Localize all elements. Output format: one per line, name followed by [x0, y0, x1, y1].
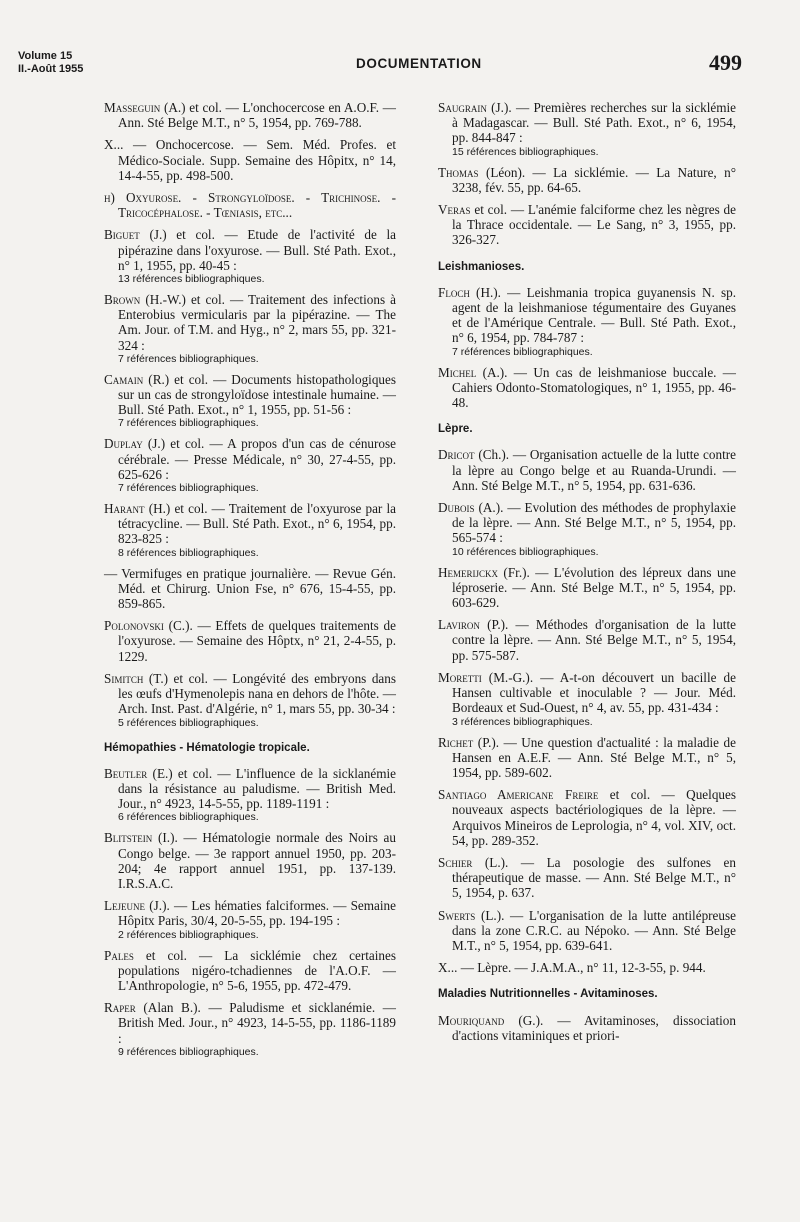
entry-author: Moretti: [438, 669, 482, 685]
entry-text: [104, 618, 396, 664]
entry-text: [438, 202, 736, 248]
entry-text: [104, 830, 396, 891]
bibliography-entry: [438, 202, 736, 248]
volume-number: Volume 15: [18, 50, 73, 62]
entry-references-count: 5 références bibliographiques.: [118, 716, 259, 729]
entry-text: [438, 960, 736, 975]
entry-text: [104, 948, 396, 994]
entry-references-count: 15 références bibliographiques.: [452, 145, 599, 158]
entry-text: [438, 500, 736, 546]
entry-citation: (E.) et col. — L'influence de la sicklanémie dans la résistance au paludisme. — British Med. Jour., n° 4923, 14-5-55, pp. 1189-1191 :: [118, 765, 396, 812]
entry-text: [104, 292, 396, 353]
bibliography-entry: [438, 285, 736, 358]
bibliography-entry: [104, 292, 396, 365]
entry-references-count: 9 références bibliographiques.: [118, 1045, 259, 1058]
entry-author: Raper: [104, 1000, 136, 1016]
bibliography-entry: [104, 766, 396, 824]
issue-date: II.-Août 1955: [18, 63, 84, 75]
entry-author: Hemerijckx: [438, 564, 499, 580]
bibliography-entry: [104, 898, 396, 940]
entry-text: [438, 908, 736, 954]
entry-citation: (P.). — Méthodes d'organisation de la lutte contre la lèpre. — Ann. Sté Belge M.T., n° 5, 1954, pp. 575-587.: [452, 617, 736, 663]
entry-citation: (I.). — Hématologie normale des Noirs au Congo belge. — 3e rapport annuel 1950, pp. 203-204; 4e rapport annuel 1951, pp. 137-139. I.R.S.A.C.: [118, 830, 396, 891]
right-column: [438, 100, 736, 1050]
bibliography-entry: [104, 618, 396, 664]
entry-text: [438, 165, 736, 195]
entry-author: Saugrain: [438, 100, 487, 115]
entry-references-count: 8 références bibliographiques.: [118, 546, 259, 559]
entry-text: [104, 898, 396, 928]
section-heading-lepre: Lèpre.: [438, 423, 473, 436]
entry-author: Harant: [104, 501, 145, 517]
entry-text: [104, 227, 396, 273]
entry-citation: X... — Onchocercose. — Sem. Méd. Profes. et Médico-Sociale. Supp. Semaine des Hôpitx, n° 14, 14-4-55, pp. 498-500.: [104, 137, 396, 183]
bibliography-entry: [104, 137, 396, 183]
entry-citation: et col. — L'anémie falciforme chez les nègres de la Thrace occidentale. — Le Sang, n° 3, 1955, pp. 326-327.: [452, 202, 736, 248]
entry-author: Camain: [104, 371, 144, 387]
bibliography-entry: [104, 830, 396, 891]
entry-author: Richet: [438, 734, 474, 750]
entry-citation: (T.) et col. — Longévité des embryons dans les œufs d'Hymenolepis nana en dehors de l'hôte. — Arch. Inst. Past. d'Algérie, n° 1, mars 55, pp. 30-34 :: [118, 670, 396, 717]
section-title: DOCUMENTATION: [356, 56, 482, 71]
entry-text: [104, 566, 396, 612]
bibliography-entry: [438, 670, 736, 728]
entry-citation: (J.) et col. — Etude de l'activité de la pipérazine dans l'oxyurose. — Bull. Sté Path. Exot., n° 1, 1955, pp. 40-45 :: [118, 227, 396, 273]
entry-author: Blitstein: [104, 830, 153, 846]
entry-references-count: 7 références bibliographiques.: [118, 482, 259, 495]
bibliography-entry: [104, 501, 396, 559]
entry-citation: (A.) et col. — L'onchocercose en A.O.F. — Ann. Sté Belge M.T., n° 5, 1954, pp. 769-788.: [118, 100, 396, 131]
entry-citation: (C.). — Effets de quelques traitements de l'oxyurose. — Semaine des Hôptx, n° 21, 2-4-55, p. 1229.: [118, 618, 396, 664]
entry-text: [438, 787, 736, 848]
entry-author: Laviron: [438, 617, 480, 633]
entry-citation: (Léon). — La sicklémie. — La Nature, n° 3238, fév. 55, pp. 64-65.: [452, 164, 736, 195]
entry-author: Floch: [438, 284, 470, 300]
entry-citation: (Alan B.). — Paludisme et sicklanémie. — British Med. Jour., n° 4923, 14-5-55, pp. 1186-1189 :: [118, 1000, 396, 1046]
entry-citation: (J.) et col. — A propos d'un cas de cénurose cérébrale. — Presse Médicale, n° 30, 27-4-55, pp. 625-626 :: [118, 436, 396, 482]
entry-author: Beutler: [104, 765, 148, 781]
entry-citation: et col. — La sicklémie chez certaines populations nigéro-tchadiennes de l'A.O.F. — L'Anthropologie, n° 5-6, 1955, pp. 472-479.: [118, 947, 396, 993]
bibliography-entry: [104, 671, 396, 729]
entry-citation: (H.) et col. — Traitement de l'oxyurose par la tétracycline. — Bull. Sté Path. Exot., n° 6, 1954, pp. 823-825 :: [118, 501, 396, 547]
entry-citation: — Vermifuges en pratique journalière. — Revue Gén. Méd. et Chirurg. Union Fse, n° 676, 15-4-55, pp. 859-865.: [104, 565, 396, 612]
entry-author: Swerts: [438, 907, 476, 923]
volume-info: [18, 50, 83, 76]
entry-text: [438, 447, 736, 493]
entry-text: [104, 137, 396, 183]
entry-text: [438, 617, 736, 663]
entry-references-count: 7 références bibliographiques.: [452, 345, 593, 358]
bibliography-entry: [438, 617, 736, 663]
bibliography-entry: [438, 165, 736, 195]
bibliography-entry: [104, 1000, 396, 1058]
section-heading-nutrition: Maladies Nutritionnelles - Avitaminoses.: [438, 988, 658, 1001]
entry-citation: (Fr.). — L'évolution des lépreux dans une léproserie. — Ann. Sté Belge M.T., n° 5, 1954, pp. 603-629.: [452, 564, 736, 611]
entry-text: [104, 501, 396, 547]
bibliography-entry: [104, 948, 396, 994]
entry-citation: (J.). — Les hématies falciformes. — Semaine Hôpitx Paris, 30/4, 20-5-55, pp. 194-195 :: [118, 898, 396, 929]
entry-references-count: 7 références bibliographiques.: [118, 417, 259, 430]
entry-author: Schier: [438, 854, 473, 870]
entry-text: [438, 1013, 736, 1043]
entry-author: h) Oxyurose. - Strongyloïdose. - Trichinose. - Tricocéphalose. - Tœniasis, etc...: [104, 190, 396, 221]
entry-citation: et col. — Quelques nouveaux aspects bactériologiques de la lèpre. — Arquivos Mineiros de Leprologia, n° 4, vol. XIV, oct. 54, pp. 289-352.: [452, 787, 736, 848]
bibliography-entry: [438, 960, 736, 975]
entry-citation: (A.). — Un cas de leishmaniose buccale. — Cahiers Odonto-Stomatologiques, n° 1, 1955, pp. 46-48.: [452, 364, 736, 411]
entry-citation: (H.-W.) et col. — Traitement des infections à Enterobius vermicularis par la pipérazine. — The Am. Jour. of T.M. and Hyg., n° 2, mars 55, pp. 321-324 :: [118, 292, 396, 353]
entry-text: [104, 436, 396, 482]
entry-text: [438, 365, 736, 411]
entry-citation: (Ch.). — Organisation actuelle de la lutte contre la lèpre au Congo belge et au Ruanda-Urundi. — Ann. Sté Belge M.T., n° 5, 1954, pp. 631-636.: [452, 447, 736, 493]
bibliography-entry: [104, 100, 396, 130]
entry-citation: (G.). — Avitaminoses, dissociation d'actions vitaminiques et priori-: [452, 1012, 736, 1043]
entry-text: [438, 565, 736, 611]
entry-citation: (P.). — Une question d'actualité : la maladie de Hansen en A.E.F. — Ann. Sté Belge M.T., n° 5, 1954, pp. 589-602.: [452, 734, 736, 780]
entry-text: [104, 766, 396, 812]
section-heading-leishmanioses: Leishmanioses.: [438, 260, 525, 273]
page-header: [18, 50, 742, 82]
bibliography-entry: [104, 190, 396, 220]
bibliography-entry: [438, 365, 736, 411]
entry-text: [438, 285, 736, 346]
entry-citation: (L.). — La posologie des sulfones en thérapeutique de masse. — Ann. Sté Belge M.T., n° 5, 1954, p. 637.: [452, 854, 736, 901]
bibliography-entry: [438, 447, 736, 493]
bibliography-entry: [104, 372, 396, 430]
entry-author: Veras: [438, 202, 471, 218]
entry-text: [104, 190, 396, 220]
entry-citation: X... — Lèpre. — J.A.M.A., n° 11, 12-3-55, p. 944.: [438, 960, 706, 976]
bibliography-entry: [438, 500, 736, 558]
entry-author: Pales: [104, 947, 134, 963]
entry-author: Biguet: [104, 227, 140, 243]
entry-author: Dubois: [438, 500, 475, 516]
entry-author: Polonovski: [104, 618, 164, 634]
entry-text: [104, 1000, 396, 1046]
entry-author: Dricot: [438, 447, 475, 463]
bibliography-entry: [438, 855, 736, 901]
entry-citation: (H.). — Leishmania tropica guyanensis N. sp. agent de la leishmaniose tégumentaire des Guyanes et de l'Amérique Centrale. — Bull. Sté Path. Exot., n° 6, 1954, pp. 784-787 :: [452, 284, 736, 346]
bibliography-entry: [104, 227, 396, 285]
entry-citation: (J.). — Premières recherches sur la sicklémie à Madagascar. — Bull. Sté Path. Exot., n° 6, 1954, pp. 844-847 :: [452, 100, 736, 146]
entry-author: Masseguin: [104, 100, 161, 115]
entry-citation: (A.). — Evolution des méthodes de prophylaxie de la lèpre. — Ann. Sté Belge M.T., n° 5, 1954, pp. 565-574 :: [452, 500, 736, 546]
entry-references-count: 2 références bibliographiques.: [118, 928, 259, 941]
entry-text: [438, 100, 736, 146]
entry-references-count: 3 références bibliographiques.: [452, 715, 593, 728]
entry-text: [104, 100, 396, 130]
entry-text: [438, 735, 736, 781]
bibliography-entry: [438, 1013, 736, 1043]
entry-text: [104, 372, 396, 418]
entry-author: Thomas: [438, 164, 479, 180]
page-number: 499: [709, 50, 742, 75]
entry-references-count: 13 références bibliographiques.: [118, 273, 265, 286]
entry-author: Brown: [104, 292, 141, 308]
bibliography-entry: [438, 908, 736, 954]
bibliography-entry: [438, 565, 736, 611]
entry-text: [438, 670, 736, 716]
entry-references-count: 7 références bibliographiques.: [118, 352, 259, 365]
entry-text: [104, 671, 396, 717]
entry-author: Duplay: [104, 436, 143, 452]
entry-citation: (R.) et col. — Documents histopathologiques sur un cas de strongyloïdose intestinale humaine. — Bull. Sté Path. Exot., n° 1, 1955, pp. 51-56 :: [118, 371, 396, 418]
entry-references-count: 6 références bibliographiques.: [118, 811, 259, 824]
section-heading-hemopathies: Hémopathies - Hématologie tropicale.: [104, 741, 310, 754]
entry-author: Mouriquand: [438, 1012, 505, 1028]
bibliography-entry: [104, 566, 396, 612]
bibliography-entry: [104, 436, 396, 494]
bibliography-entry: [438, 100, 736, 158]
bibliography-entry: [438, 735, 736, 781]
entry-author: Lejeune: [104, 898, 146, 914]
bibliography-entry: [438, 787, 736, 848]
entry-author: Santiago Americane Freire: [438, 787, 599, 803]
left-column: [104, 100, 396, 1065]
entry-citation: (M.-G.). — A-t-on découvert un bacille de Hansen cultivable et inoculable ? — Jour. Méd. Bordeaux et Sud-Ouest, n° 4, av. 55, pp. 431-434 :: [452, 669, 736, 716]
entry-references-count: 10 références bibliographiques.: [452, 545, 599, 558]
entry-text: [438, 855, 736, 901]
entry-citation: (L.). — L'organisation de la lutte antilépreuse dans la zone C.R.C. au Népoko. — Ann. Sté Belge M.T., n° 5, 1954, pp. 639-641.: [452, 907, 736, 953]
entry-author: Simitch: [104, 670, 144, 686]
entry-author: Michel: [438, 364, 477, 380]
